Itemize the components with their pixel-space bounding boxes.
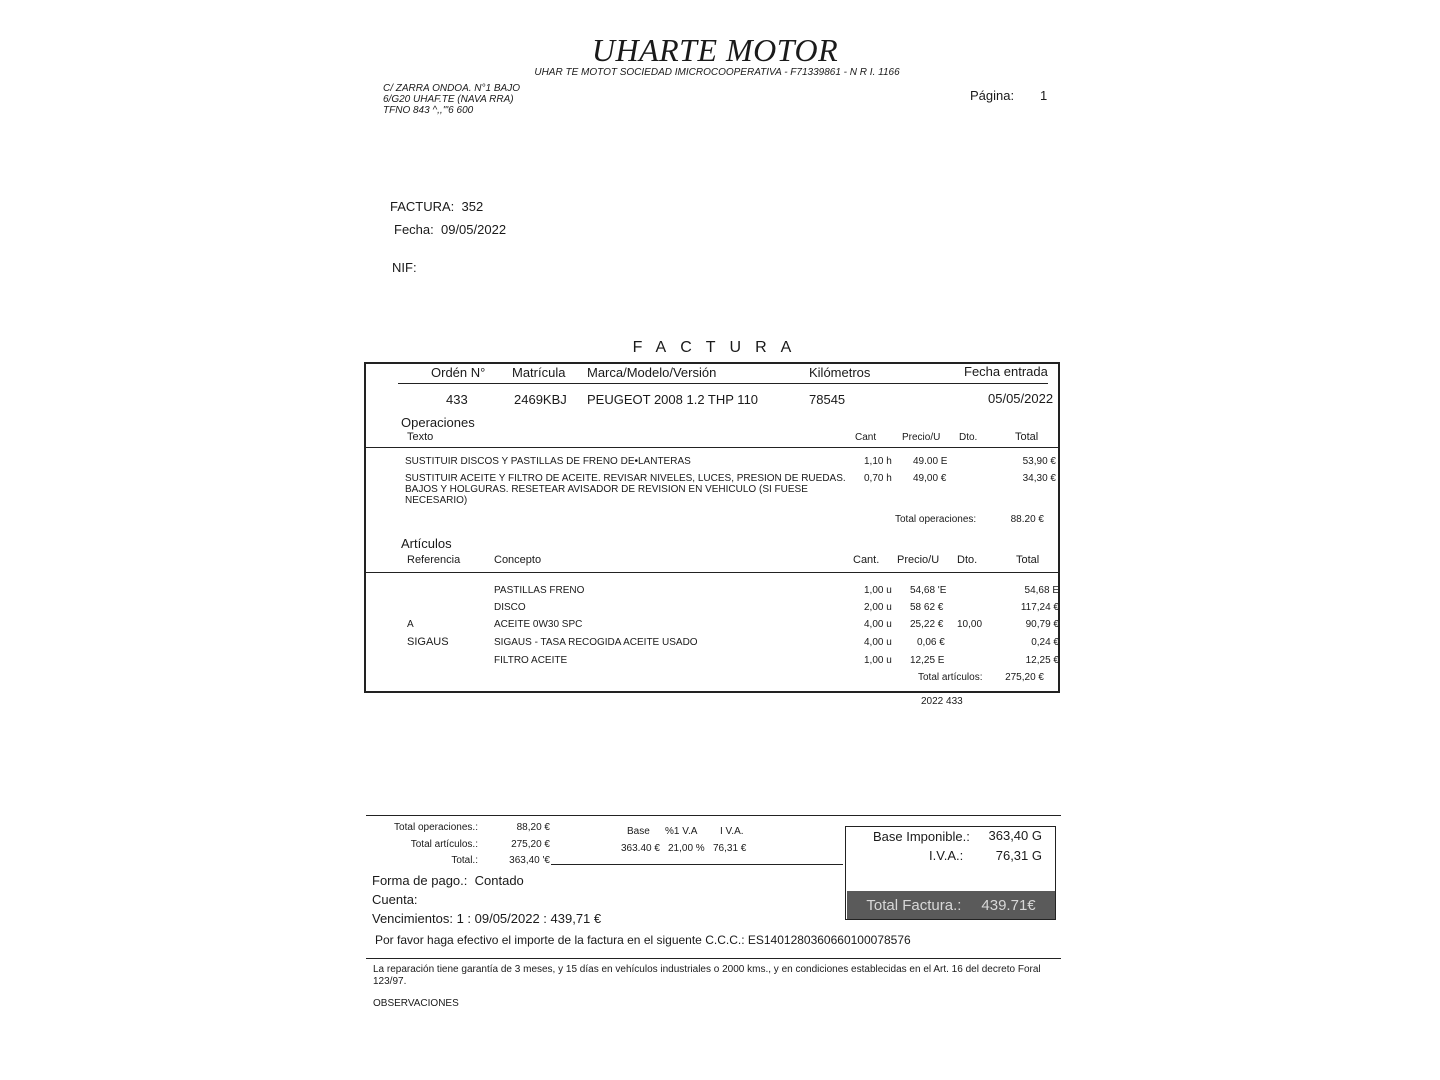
vat-value: 76,31 G (995, 848, 1042, 863)
article-reference: A (407, 619, 414, 630)
operation-text: SUSTITUIR ACEITE Y FILTRO DE ACEITE. REVISAR NIVELES, LUCES, PRESION DE RUEDAS. BAJOS Y HOLGURAS. RESETEAR AVISADOR DE REVISION EN VEHICULO (SI FUESE NECESARIO) (405, 473, 846, 506)
article-discount: 10,00 (957, 619, 983, 630)
summary-operations-label: Total operaciones.: (394, 822, 478, 833)
article-qty: 2,00 u (864, 602, 892, 613)
article-qty: 4,00 u (864, 637, 892, 648)
operation-price: 49,00 € (913, 473, 947, 484)
document-heading: FACTURA (632, 339, 806, 356)
vehicle-km: 78545 (809, 392, 846, 407)
divider (366, 447, 1059, 448)
article-qty: 1,00 u (864, 585, 892, 596)
summary-operations-value: 88,20 € (516, 822, 550, 833)
articles-header-reference: Referencia (407, 554, 461, 566)
invoice-date-label: Fecha: (394, 222, 434, 237)
article-qty: 4,00 u (864, 619, 892, 630)
article-price: 54,68 'E (910, 585, 947, 596)
divider (366, 572, 1059, 573)
article-total: 90,79 € (1025, 619, 1059, 630)
address-line: TFNO 843 ^,,'"6 600 (383, 105, 474, 116)
vat-base-value: 363.40 € (621, 843, 660, 854)
invoice-number (390, 199, 483, 214)
payment-note: Por favor haga efectivo el importe de la factura en el siguente C.C.C.: ES1401280360660100078576 (375, 933, 911, 947)
payment-method-label: Forma de pago.: (372, 873, 468, 888)
vehicle-header-entry-date: Fecha entrada (964, 364, 1048, 379)
vehicle-header-km: Kilómetros (809, 365, 871, 380)
invoice-number-value: 352 (461, 199, 484, 214)
vat-header-rate: %1 V.A (665, 826, 698, 837)
operation-total: 53,90 € (1022, 456, 1056, 467)
divider (551, 864, 843, 865)
vat-label: I.V.A.: (929, 848, 964, 863)
taxable-base-value: 363,40 G (988, 828, 1042, 843)
articles-header-total: Total (1016, 554, 1040, 566)
operation-text: SUSTITUIR DISCOS Y PASTILLAS DE FRENO DE•LANTERAS (405, 456, 691, 467)
grand-total-bar (847, 891, 1055, 919)
operations-total-value: 88.20 € (1010, 514, 1044, 525)
company-address (383, 83, 520, 116)
operations-total-label: Total operaciones: (895, 514, 977, 525)
article-concept: DISCO (494, 602, 526, 613)
summary-articles-value: 275,20 € (511, 839, 550, 850)
article-concept: FILTRO ACEITE (494, 655, 568, 666)
nif-label: NIF: (392, 260, 417, 275)
grand-total-label: Total Factura.: (866, 896, 962, 914)
due-dates-label: Vencimientos: (372, 911, 453, 926)
articles-header-discount: Dto. (957, 554, 978, 566)
invoice-date-value: 09/05/2022 (440, 222, 507, 237)
operations-header-price: Precio/U (902, 432, 941, 443)
divider (398, 383, 1048, 384)
divider (366, 815, 1061, 816)
page-number: 1 (1040, 88, 1048, 103)
invoice-date (394, 222, 506, 237)
vehicle-header-model: Marca/Modelo/Versión (587, 365, 717, 380)
operations-header-discount: Dto. (959, 432, 978, 443)
operations-header-qty: Cant (855, 432, 877, 443)
article-price: 0,06 € (917, 637, 945, 648)
article-reference: SIGAUS (407, 636, 449, 648)
vehicle-order-number: 433 (446, 392, 468, 407)
address-line: C/ ZARRA ONDOA. N°1 BAJO (383, 83, 520, 94)
company-name: UHARTE MOTOR (591, 32, 839, 68)
account-label: Cuenta: (372, 892, 418, 907)
article-total: 54,68 E (1024, 585, 1059, 596)
operation-qty: 1,10 h (864, 456, 892, 467)
invoice-detail-box (364, 362, 1060, 693)
article-price: 12,25 E (910, 655, 945, 666)
invoice-number-label: FACTURA: (390, 199, 455, 214)
vat-rate-value: 21,00 % (668, 843, 705, 854)
observations-label: OBSERVACIONES (373, 998, 459, 1009)
article-total: 0,24 € (1031, 637, 1059, 648)
taxable-base-label: Base Imponible.: (873, 829, 970, 844)
operations-header-text: Texto (407, 431, 434, 443)
summary-total-label: Total.: (451, 855, 478, 866)
article-concept: PASTILLAS FRENO (494, 585, 585, 596)
articles-header-price: Precio/U (897, 554, 940, 566)
article-total: 12,25 € (1025, 655, 1059, 666)
articles-total-label: Total artículos: (918, 672, 983, 683)
articles-header-qty: Cant. (853, 554, 880, 566)
company-legal-line: UHAR TE MOTOT SOCIEDAD IMICROCOOPERATIVA - F71339861 - N R I. 1166 (534, 67, 900, 78)
article-concept: SIGAUS - TASA RECOGIDA ACEITE USADO (494, 637, 698, 648)
articles-total-value: 275,20 € (1005, 672, 1044, 683)
page-label: Página: (970, 88, 1015, 103)
payment-method-value: Contado (474, 873, 524, 888)
summary-articles-label: Total artículos.: (410, 839, 478, 850)
grand-total-value: 439.71€ (981, 896, 1036, 914)
vehicle-header-plate: Matrícula (512, 365, 566, 380)
vat-header-amount: I V.A. (720, 826, 744, 837)
due-dates (372, 911, 601, 926)
vehicle-plate: 2469KBJ (514, 392, 567, 407)
summary-total-value: 363,40 '€ (509, 855, 550, 866)
vehicle-header-order: Ordén N° (431, 365, 486, 380)
article-price: 58 62 € (910, 602, 944, 613)
vat-header-base: Base (627, 826, 650, 837)
operations-section-title: Operaciones (401, 415, 475, 430)
operation-price: 49.00 E (913, 456, 948, 467)
divider (366, 958, 1061, 959)
warranty-text: La reparación tiene garantía de 3 meses, y 15 días en vehículos industriales o 2000 kms., y en condiciones establecidas en el Art. 16 del decreto Foral 123/97. (373, 964, 1041, 987)
articles-header-concept: Concepto (494, 554, 542, 566)
article-price: 25,22 € (910, 619, 944, 630)
footer-reference: 2022 433 (921, 696, 963, 707)
vat-amount-value: 76,31 € (713, 843, 747, 854)
vehicle-entry-date: 05/05/2022 (988, 391, 1054, 406)
address-line: 6/G20 UHAF.TE (NAVA RRA) (383, 94, 514, 105)
due-dates-value: 1 : 09/05/2022 : 439,71 € (456, 911, 602, 926)
operations-header-total: Total (1015, 431, 1039, 443)
articles-section-title: Artículos (401, 536, 452, 551)
operation-total: 34,30 € (1022, 473, 1056, 484)
article-qty: 1,00 u (864, 655, 892, 666)
vehicle-model: PEUGEOT 2008 1.2 THP 110 (587, 392, 759, 407)
article-total: 117,24 € (1020, 602, 1059, 613)
article-concept: ACEITE 0W30 SPC (494, 619, 583, 630)
payment-method (372, 873, 524, 888)
operation-qty: 0,70 h (864, 473, 892, 484)
